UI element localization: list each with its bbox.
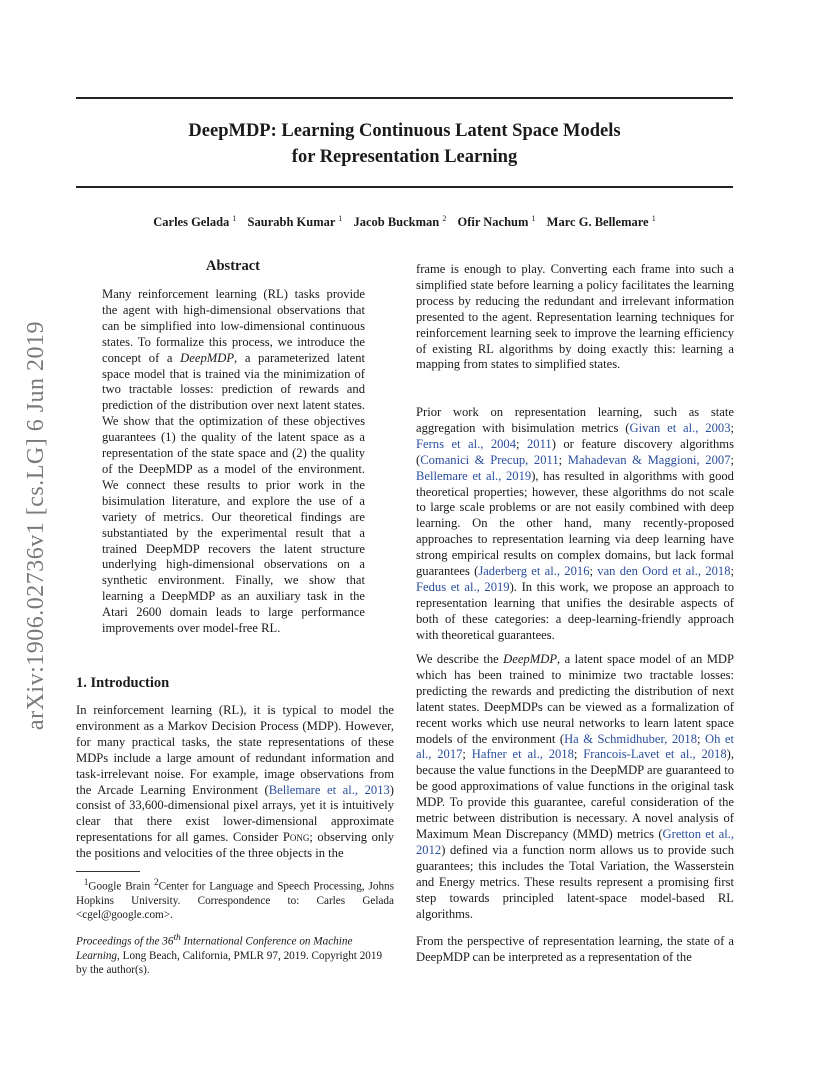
citation-link[interactable]: Comanici & Precup, 2011 xyxy=(420,452,559,467)
author xyxy=(248,215,343,229)
citation-link[interactable]: van den Oord et al., 2018 xyxy=(597,564,731,579)
proceedings-text: Proceedings of the 36 xyxy=(76,935,174,948)
introduction-paragraph xyxy=(76,703,394,862)
author xyxy=(547,215,656,229)
author-affiliation-mark: 1 xyxy=(651,214,656,223)
citation-link[interactable]: Bellemare et al., 2013 xyxy=(268,782,390,797)
author xyxy=(353,215,446,229)
proceedings-text: , Long Beach, California, PMLR 97, 2019. Copyright 2019 by the author(s). xyxy=(76,949,383,976)
arxiv-stamp xyxy=(17,300,57,750)
citation-link[interactable]: Ha & Schmidhuber, 2018 xyxy=(564,731,698,746)
author-affiliation-mark: 1 xyxy=(338,214,343,223)
citation-link[interactable]: Francois-Lavet et al., 2018 xyxy=(583,747,727,762)
paragraph-text: ; xyxy=(730,420,734,435)
author-affiliation-mark: 1 xyxy=(531,214,536,223)
paragraph-text: ; xyxy=(730,564,735,579)
right-paragraph-3 xyxy=(416,652,734,922)
footnote-text: Google Brain xyxy=(88,880,154,893)
paragraph-text: ). In this work, we propose an approach to representation learning that unifies the desirable aspects of both of these categories: a deep-learning-friendly approach with theoretical guarantees. xyxy=(416,579,734,642)
citation-link[interactable]: Ferns et al., 2004 xyxy=(416,436,517,451)
paragraph-text: , a latent space model of an MDP which has been trained to minimize two tractable losses: predicting the rewards and predicting the distribution of next latent states. DeepMDPs can be viewed as a formalization of recent works which use neural networks to learn latent space models of the environment ( xyxy=(416,652,734,746)
author xyxy=(153,215,236,229)
title-bottom-rule xyxy=(76,186,733,188)
footnote-text: Center for Language and Speech Processing, Johns Hopkins University. Correspondence to: Carles Gelada <cgel@google.com>. xyxy=(76,880,394,921)
paragraph-text: ; xyxy=(573,747,584,762)
intro-text: ; observing only the positions and velocities of the three objects in the xyxy=(76,830,394,861)
footnote-mark: 1 xyxy=(83,878,89,888)
paragraph-emphasis: DeepMDP xyxy=(503,652,558,666)
author-affiliation-mark: 2 xyxy=(442,214,447,223)
paragraph-text: We describe the xyxy=(416,652,504,666)
citation-link[interactable]: Mahadevan & Maggioni, 2007 xyxy=(567,452,731,467)
title-line-1: DeepMDP: Learning Continuous Latent Space Models xyxy=(188,121,621,141)
paragraph-text: ; xyxy=(589,564,598,579)
author-name: Carles Gelada xyxy=(153,215,230,230)
paragraph-text: ; xyxy=(558,452,568,467)
citation-link[interactable]: Gretton et al., 2012 xyxy=(416,826,734,857)
author-list xyxy=(76,214,733,230)
proceedings-sup: th xyxy=(173,933,181,943)
right-paragraph-1 xyxy=(416,262,734,373)
citation-link[interactable]: Oh et al., 2017 xyxy=(416,731,734,762)
citation-link[interactable]: Bellemare et al., 2019 xyxy=(416,468,532,483)
abstract-text: Many reinforcement learning (RL) tasks provide the agent with high-dimensional observations that can be simplified into low-dimensional continuous states. To formalize this process, we introduce the concept of a xyxy=(102,287,365,365)
footnote-rule xyxy=(76,871,140,872)
author-affiliation-mark: 1 xyxy=(232,214,237,223)
author-name: Ofir Nachum xyxy=(457,215,529,230)
citation-link[interactable]: Givan et al., 2003 xyxy=(629,420,731,435)
proceedings-note xyxy=(76,931,394,977)
top-rule xyxy=(76,97,733,99)
intro-text: In reinforcement learning (RL), it is typical to model the environment as a Markov Decision Process (MDP). However, for many practical tasks, the state representations of these MDPs include a large amount of redundant information and task-irrelevant noise. For example, image observations from the Arcade Learning Environment ( xyxy=(76,703,394,797)
right-paragraph-4 xyxy=(416,934,734,966)
author-name: Jacob Buckman xyxy=(353,215,440,230)
section-heading-introduction: 1. Introduction xyxy=(76,675,170,691)
arxiv-identifier: arXiv:1906.02736v1 [cs.LG] 6 Jun 2019 xyxy=(23,320,50,730)
citation-link[interactable]: Hafner et al., 2018 xyxy=(471,747,574,762)
proceedings-text: International Conference on Machine Learning xyxy=(76,935,353,962)
paragraph-text: ; xyxy=(730,452,734,467)
right-paragraph-2 xyxy=(416,405,734,644)
paragraph-text: ), has resulted in algorithms with good theoretical properties; however, these algorithms do not scale to large scale problems or are not easily combined with deep learning. On the other hand, many recently-proposed approaches to representation learning via deep learning have strong empirical results on complex domains, but lack formal guarantees ( xyxy=(416,468,734,579)
paragraph-text: ; xyxy=(516,436,527,451)
abstract-heading: Abstract xyxy=(206,258,260,274)
title-line-2: for Representation Learning xyxy=(291,147,518,167)
footnote-mark: 2 xyxy=(153,878,159,888)
paragraph-text: From the perspective of representation learning, the state of a DeepMDP can be interpreted as a representation of the xyxy=(416,934,734,964)
affiliation-footnote xyxy=(76,876,394,922)
citation-link[interactable]: Fedus et al., 2019 xyxy=(416,579,510,594)
game-name: Pong xyxy=(282,830,310,845)
author xyxy=(457,215,535,229)
paragraph-text: ; xyxy=(697,731,706,746)
paragraph-text: ) or feature discovery algorithms ( xyxy=(416,436,735,467)
paper-title xyxy=(76,118,733,170)
paragraph-text: ), because the value functions in the DeepMDP are guaranteed to be good approximations of value functions in the original task MDP. To provide this guarantee, careful consideration of the metric between distribution is necessary. A novel analysis of Maximum Mean Discrepancy (MMD) metrics ( xyxy=(416,747,734,841)
citation-link[interactable]: 2011 xyxy=(526,436,552,451)
abstract-text: , a parameterized latent space model that is trained via the minimization of two tractable losses: prediction of rewards and prediction of the distribution over next latent states. We show that the optimization of these objectives guarantees (1) the quality of the latent space as a representation of the state space and (2) the quality of the DeepMDP as a model of the environment. We connect these results to prior work in the bisimulation literature, and explore the use of a variety of metrics. Our theoretical findings are substantiated by the experimental result that a trained DeepMDP recovers the latent structure underlying high-dimensional observations on a synthetic environment. Finally, we show that learning a DeepMDP as an auxiliary task in the Atari 2600 domain leads to large performance improvements over model-free RL. xyxy=(102,350,365,636)
author-name: Saurabh Kumar xyxy=(247,215,336,230)
abstract-emphasis: DeepMDP xyxy=(180,350,235,365)
paragraph-text: ; xyxy=(462,747,472,762)
abstract-body xyxy=(102,287,365,637)
intro-text: ) consist of 33,600-dimensional pixel arrays, yet it is intuitively clear that there exist lower-dimensional approximate representations for all games. Consider xyxy=(76,782,394,845)
citation-link[interactable]: Jaderberg et al., 2016 xyxy=(478,564,590,579)
author-name: Marc G. Bellemare xyxy=(546,215,649,230)
paragraph-text: ) defined via a function norm allows us to provide such guarantees; this includes the Total Variation, the Wasserstein and Energy metrics. These results represent a promising first step towards principled latent-space model-based RL algorithms. xyxy=(416,842,734,921)
paragraph-text: Prior work on representation learning, such as state aggregation with bisimulation metrics ( xyxy=(416,405,734,435)
paragraph-text: frame is enough to play. Converting each frame into such a simplified state before learning a policy facilitates the learning process by reducing the redundant and irrelevant information presented to the agent. Representation learning techniques for reinforcement learning seek to improve the learning efficiency of existing RL algorithms by doing exactly this: learning a mapping from states to simplified states. xyxy=(416,262,734,372)
